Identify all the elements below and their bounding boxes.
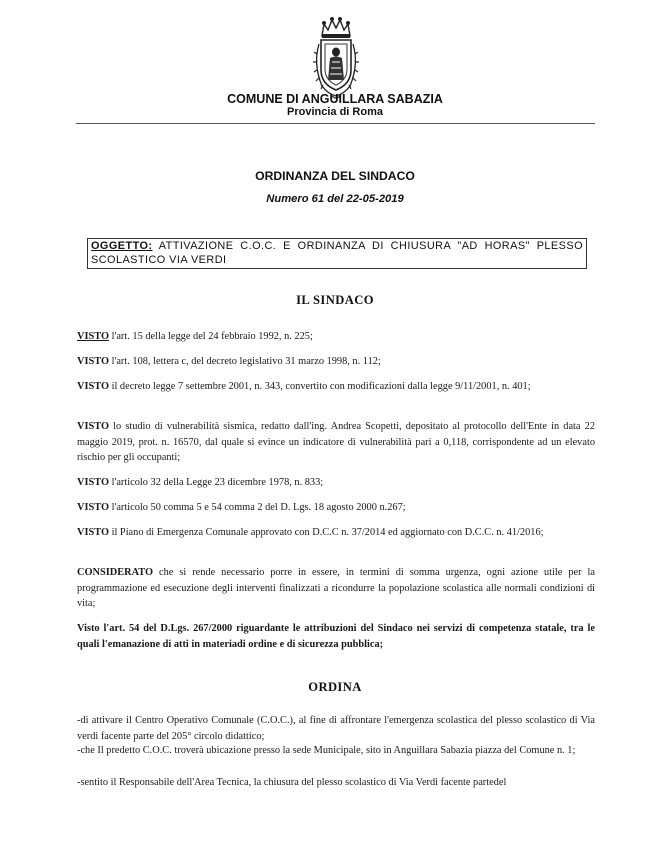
visto-paragraph-1 — [77, 329, 595, 345]
coat-of-arms-icon — [312, 14, 360, 100]
ordina-item-3: -sentito il Responsabile dell'Area Tecnica, la chiusura del plesso scolastico di Via Verdi facente partedel — [77, 777, 507, 788]
visto-text: l'articolo 32 della Legge 23 dicembre 1978, n. 833; — [109, 477, 324, 488]
visto-paragraph-5 — [77, 475, 595, 491]
visto-paragraph-7 — [77, 525, 595, 541]
il-sindaco-heading: IL SINDACO — [296, 293, 374, 307]
ordina-item-1: -di attivare il Centro Operativo Comunale (C.O.C.), al fine di affrontare l'emergenza scolastica del plesso scolastico di Via verdi facente parte del 205° circolo didattico; — [77, 715, 595, 742]
visto-lead: VISTO — [77, 421, 110, 432]
visto-lead: VISTO — [77, 527, 110, 538]
visto-paragraph-3 — [77, 379, 595, 395]
visto-text: lo studio di vulnerabilità sismica, redatto dall'ing. Andrea Scopetti, depositato al protocollo dell'Ente in data 22 maggio 2019, prot. n. 16570, dal quale si evince un indicatore di vulnerabilità pari a 0,118, corrispondente ad un elevato rischio per gli occupanti; — [77, 421, 595, 463]
visto-text: il decreto legge 7 settembre 2001, n. 343, convertito con modificazioni dalla legge 9/11/2001, n. 401; — [109, 381, 531, 392]
ordina-item-2: -che Il predetto C.O.C. troverà ubicazione presso la sede Municipale, sito in Anguillara Sabazia piazza del Comune n. 1; — [77, 745, 576, 756]
visto-lead: VISTO — [77, 477, 110, 488]
visto-text: l'articolo 50 comma 5 e 54 comma 2 del D. Lgs. 18 agosto 2000 n.267; — [109, 502, 406, 513]
visto-text: l'art. 15 della legge del 24 febbraio 1992, n. 225; — [109, 331, 313, 342]
visto-paragraph-9 — [77, 621, 595, 652]
comune-name: COMUNE DI ANGUILLARA SABAZIA — [227, 92, 443, 106]
visto-lead: VISTO — [77, 381, 110, 392]
considerato-lead: CONSIDERATO — [77, 567, 154, 578]
visto-lead: Visto — [77, 623, 100, 634]
provincia-name: Provincia di Roma — [287, 106, 383, 118]
header-divider — [76, 123, 595, 124]
considerato-text: che si rende necessario porre in essere, in termini di somma urgenza, ogni azione utile per la programmazione ed esecuzione degli interventi finalizzati a ricondurre la popolazione scolastica alle normali condizioni di vita; — [77, 567, 595, 609]
visto-lead: VISTO — [77, 502, 110, 513]
visto-lead: VISTO — [77, 331, 110, 342]
visto-text: l'art. 54 del D.Lgs. 267/2000 riguardante le attribuzioni del Sindaco nei servizi di competenza statale, tra le quali l'emanazione di atti in materiadi ordine e di sicurezza pubblica; — [77, 623, 595, 650]
oggetto-box — [87, 238, 587, 269]
oggetto-text: ATTIVAZIONE C.O.C. E ORDINANZA DI CHIUSURA "AD HORAS" PLESSO SCOLASTICO VIA VERDI — [91, 240, 583, 266]
visto-text: l'art. 108, lettera c, del decreto legislativo 31 marzo 1998, n. 112; — [109, 356, 381, 367]
visto-paragraph-2 — [77, 354, 595, 370]
visto-text: il Piano di Emergenza Comunale approvato con D.C.C n. 37/2014 ed aggiornato con D.C.C. n. 41/2016; — [109, 527, 544, 538]
ordinanza-number: Numero 61 del 22-05-2019 — [266, 193, 404, 205]
visto-paragraph-6 — [77, 500, 595, 516]
visto-lead: VISTO — [77, 356, 110, 367]
ordinanza-title: ORDINANZA DEL SINDACO — [255, 169, 415, 183]
considerato-paragraph — [77, 565, 595, 612]
oggetto-label: OGGETTO: — [91, 240, 153, 252]
ordina-heading: ORDINA — [308, 680, 362, 694]
visto-paragraph-4 — [77, 419, 595, 466]
